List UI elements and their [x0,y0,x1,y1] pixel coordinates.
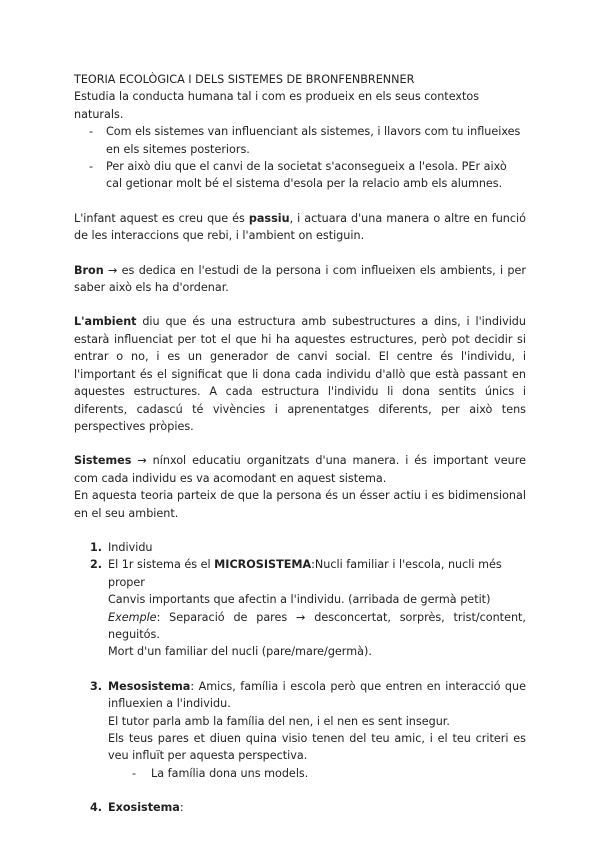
list-item-mesosistema [74,678,526,782]
sistemes-paragraph [74,452,526,487]
microsistema-line4: Mort d'un familiar del nucli (pare/mare/germà). [108,645,372,659]
mesosistema-desc: : Amics, família i escola però que entren en interacció que influexien a l'individu. [108,679,526,711]
list-item-text: Individu [108,540,153,554]
microsistema-intro: El 1r sistema és el [108,558,215,572]
infant-text: L'infant aquest es creu que és [74,211,249,225]
microsistema-line [108,556,526,591]
bron-text: → es dedica en l'estudi de la persona i com influeixen els ambients, i per saber això els ha d'ordenar. [74,263,526,295]
mesosistema-line2: El tutor parla amb la família del nen, i el nen es sent insegur. [108,714,450,728]
list-item-exosistema [74,799,526,816]
microsistema-desc: :Nucli familiar i l'escola, nucli més proper [108,558,502,589]
list-number: 2. [90,558,103,572]
mesosistema-line3: Els teus pares et diuen quina visio tenen del teu amic, i el teu criteri es veu influït per aquesta perspectiva. [108,732,526,763]
ambient-text: diu que és una estructura amb subestructures a dins, i l'individu estarà influenciat per tot el que hi ha aquestes estructures, però pot decidir si entrar o no, i es un generador de canvi social. El centre és l'individu, i l'important és el significat que li dona cada individu d'allò que està passant en aquestes estructures. A cada estructura l'individu li dona sentits únics i diferents, cadascú té vivències i aprenentatges diferents, per això tens perspectives pròpies. [74,315,526,433]
list-number: 4. [90,801,103,815]
list-number: 3. [90,679,103,693]
sistemes-text: → nínxol educatiu organitzats d'una manera. i és important veure com cada individu es va acomodant en aquest sistema. [74,454,526,485]
list-item-microsistema [74,556,526,660]
document-body [74,71,526,817]
infant-text-rest: , i actuara d'una manera o altre en funció de les interaccions que rebi, i l'ambient on estiguin. [74,211,526,243]
intro-bullet-list [74,123,526,193]
mesosistema-sub-bullet: - La família dona uns models. [108,765,526,782]
intro-bullet: - Com els sistemes van influenciant als sistemes, i llavors com tu influeixes en els sitemes posteriors. [74,123,526,158]
bron-paragraph [74,262,526,297]
mesosistema-bold-term: Mesosistema [108,679,191,693]
infant-bold-term: passiu [248,211,290,225]
microsistema-bold-term: MICROSISTEMA [214,558,312,572]
intro-bullet: - Per això diu que el canvi de la societat s'aconsegueix a l'esola. PEr això cal getionar molt bé el sistema d'esola per la relacio amb els alumnes. [74,158,526,193]
ambient-paragraph [74,313,526,435]
exosistema-line [108,799,526,816]
infant-paragraph [74,210,526,245]
bron-bold-term: Bron [74,263,104,277]
intro-paragraph: Estudia la conducta humana tal i com es produeix en els seus contextos naturals. [74,90,480,121]
document-title: TEORIA ECOLÒGICA I DELS SISTEMES DE BRONFENBRENNER [74,73,415,86]
sistemes-extra-paragraph: En aquesta teoria parteix de que la persona és un ésser actiu i es bidimensional en el seu ambient. [74,489,526,520]
list-number: 1. [90,540,103,554]
example-text: : Separació de pares → desconcertat, sorprès, trist/content, neguitós. [108,610,526,641]
sistemes-bold-term: Sistemes [74,454,132,468]
microsistema-example [108,609,526,644]
exosistema-bold-term: Exosistema [108,801,180,815]
mesosistema-line [108,678,526,713]
ambient-bold-term: L'ambient [74,315,137,329]
example-label: Exemple [108,610,157,624]
list-item-individu [74,539,526,556]
microsistema-line2: Canvis importants que afectin a l'individu. (arribada de germà petit) [108,593,491,607]
exosistema-desc: : [179,801,184,815]
